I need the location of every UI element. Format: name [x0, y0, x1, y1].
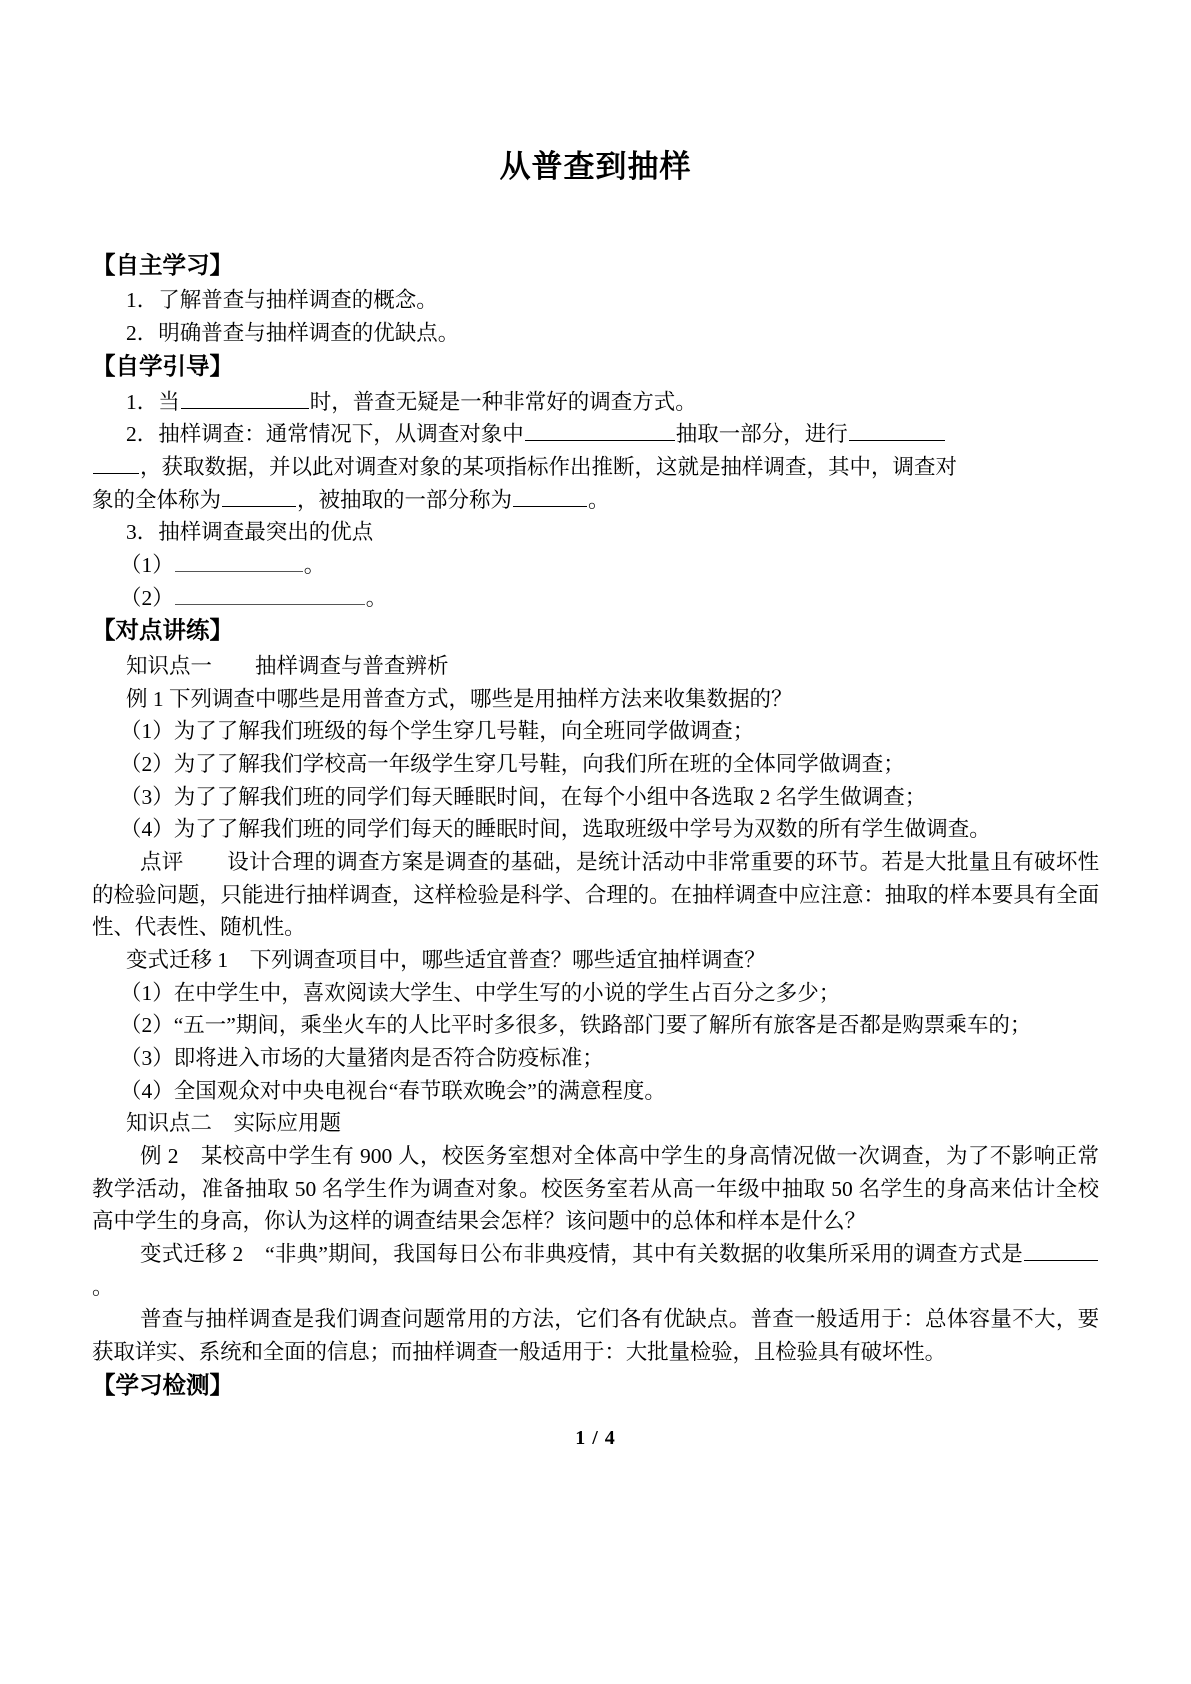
guide-item-2-text-e: ，被抽取的一部分称为 — [297, 487, 513, 512]
example-2-spacer — [178, 1144, 200, 1168]
guide-item-2-blank-1[interactable] — [525, 420, 675, 441]
example-1-item-2: （2）为了了解我们学校高一年级学生穿几号鞋，向我们所在班的全体同学做调查； — [120, 751, 905, 776]
knowledge-point-1-title: 抽样调查与普查辨析 — [255, 653, 449, 678]
guide-item-2-text-d: 象的全体称为 — [92, 487, 222, 512]
example-1-stem: 例 1 下列调查中哪些是用普查方式，哪些是用抽样方法来收集数据的？ — [126, 686, 793, 711]
guide-item-3-sub-1 — [92, 549, 1099, 582]
guide-item-3-sub-2-blank[interactable] — [175, 583, 365, 604]
knowledge-point-1-label: 知识点一 — [126, 653, 213, 678]
self-study-item-2: 2．明确普查与抽样调查的优缺点。 — [126, 321, 460, 346]
section-heading-self-study: 【自主学习】 — [92, 252, 233, 279]
variant-1-label: 变式迁移 1 — [126, 948, 229, 972]
guide-item-2-blank-3[interactable] — [222, 485, 296, 506]
variant-1-item-3: （3）即将进入市场的大量猪肉是否符合防疫标准； — [120, 1046, 604, 1071]
guide-item-2-line-2 — [92, 451, 1099, 484]
knowledge-point-2-title: 实际应用题 — [233, 1111, 342, 1136]
variant-2-text-b: 。 — [92, 1274, 114, 1299]
guide-item-1-blank[interactable] — [181, 387, 309, 408]
example-1-item-4: （4）为了了解我们班的同学们每天的睡眠时间，选取班级中学号为双数的所有学生做调查。 — [120, 817, 991, 842]
variant-1-stem — [92, 944, 1099, 977]
comment-text: 设计合理的调查方案是调查的基础，是统计活动中非常重要的环节。若是大批量且有破坏性的检验问题，只能进行抽样调查，这样检验是科学、合理的。在抽样调查中应注意：抽取的样本要具有全面性、代表性、随机性。 — [92, 849, 1100, 940]
guide-item-3-sub-1-prefix: （1） — [120, 552, 174, 577]
document-content — [92, 0, 1099, 1404]
guide-item-2-text-b: 抽取一部分，进行 — [675, 422, 848, 447]
comment-label: 点评 — [140, 849, 184, 874]
guide-item-1 — [92, 386, 1099, 419]
guide-item-2-line-3 — [92, 484, 1099, 517]
section-heading-guide: 【自学引导】 — [92, 353, 233, 380]
guide-item-3-sub-2-prefix: （2） — [120, 585, 174, 610]
page-footer: 1 / 4 — [575, 1427, 616, 1449]
guide-item-2-text-c: ，获取数据，并以此对调查对象的某项指标作出推断，这就是抽样调查，其中，调查对 — [140, 454, 958, 479]
section-heading-test: 【学习检测】 — [92, 1372, 233, 1399]
guide-item-3: 3．抽样调查最突出的优点 — [126, 520, 374, 545]
summary-paragraph: 普查与抽样调查是我们调查问题常用的方法，它们各有优缺点。普查一般适用于：总体容量不大，要获取详实、系统和全面的信息；而抽样调查一般适用于：大批量检验，且检验具有破坏性。 — [92, 1307, 1099, 1365]
variant-2-blank[interactable] — [1024, 1240, 1098, 1261]
section-heading-practice: 【对点讲练】 — [92, 618, 233, 645]
variant-1-spacer — [228, 948, 250, 972]
title-spacer — [92, 187, 1099, 249]
variant-2-text-a: “非典”期间，我国每日公布非典疫情，其中有关数据的收集所采用的调查方式是 — [265, 1242, 1023, 1267]
example-2 — [92, 1140, 1099, 1238]
example-2-text: 某校高中学生有 900 人，校医务室想对全体高中学生的身高情况做一次调查，为了不影响正常教学活动，准备抽取 50 名学生作为调查对象。校医务室若从高一年级中抽取 50 名学生的身高来估计全校高中学生的身高，你认为这样的调查结果会怎样？该问题中的总体和样本是什么？ — [92, 1144, 1099, 1234]
guide-item-2-text-a: 2．抽样调查：通常情况下，从调查对象中 — [126, 422, 524, 447]
variant-2 — [92, 1238, 1099, 1303]
guide-item-3-sub-1-blank[interactable] — [175, 550, 303, 571]
example-1-comment — [92, 846, 1099, 944]
variant-2-spacer — [243, 1242, 265, 1266]
knowledge-point-1 — [92, 650, 1099, 683]
guide-item-1-suffix: 时，普查无疑是一种非常好的调查方式。 — [309, 389, 697, 414]
variant-1-text: 下列调查项目中，哪些适宜普查？哪些适宜抽样调查？ — [249, 948, 766, 972]
variant-1-item-2: （2）“五一”期间，乘坐火车的人比平时多很多，铁路部门要了解所有旅客是否都是购票乘车的； — [120, 1013, 1032, 1038]
comment-spacer — [184, 850, 228, 874]
variant-1-item-1: （1）在中学生中，喜欢阅读大学生、中学生写的小说的学生占百分之多少； — [120, 980, 841, 1005]
self-study-item-1: 1．了解普查与抽样调查的概念。 — [126, 288, 438, 313]
guide-item-1-prefix: 1．当 — [126, 389, 180, 414]
knowledge-point-2 — [92, 1107, 1099, 1140]
guide-item-2-blank-2-cont[interactable] — [93, 452, 139, 473]
knowledge-point-1-spacer — [212, 654, 255, 678]
guide-item-2-text-f: 。 — [588, 487, 610, 512]
knowledge-point-2-label: 知识点二 — [126, 1111, 213, 1136]
example-2-label: 例 2 — [140, 1144, 179, 1169]
guide-item-2-blank-2[interactable] — [849, 420, 945, 441]
page-title: 从普查到抽样 — [499, 149, 692, 184]
variant-2-label: 变式迁移 2 — [140, 1242, 244, 1267]
variant-1-item-4: （4）全国观众对中央电视台“春节联欢晚会”的满意程度。 — [120, 1078, 666, 1103]
knowledge-point-2-spacer — [212, 1111, 234, 1135]
guide-item-2-blank-4[interactable] — [513, 485, 587, 506]
guide-item-3-sub-2 — [92, 582, 1099, 615]
example-1-item-3: （3）为了了解我们班的同学们每天睡眠时间，在每个小组中各选取 2 名学生做调查； — [120, 784, 927, 809]
guide-item-2-line-1 — [92, 418, 1099, 451]
guide-item-3-sub-2-suffix: 。 — [365, 585, 388, 610]
guide-item-3-sub-1-suffix: 。 — [303, 552, 326, 577]
example-1-item-1: （1）为了了解我们班级的每个学生穿几号鞋，向全班同学做调查； — [120, 719, 755, 744]
